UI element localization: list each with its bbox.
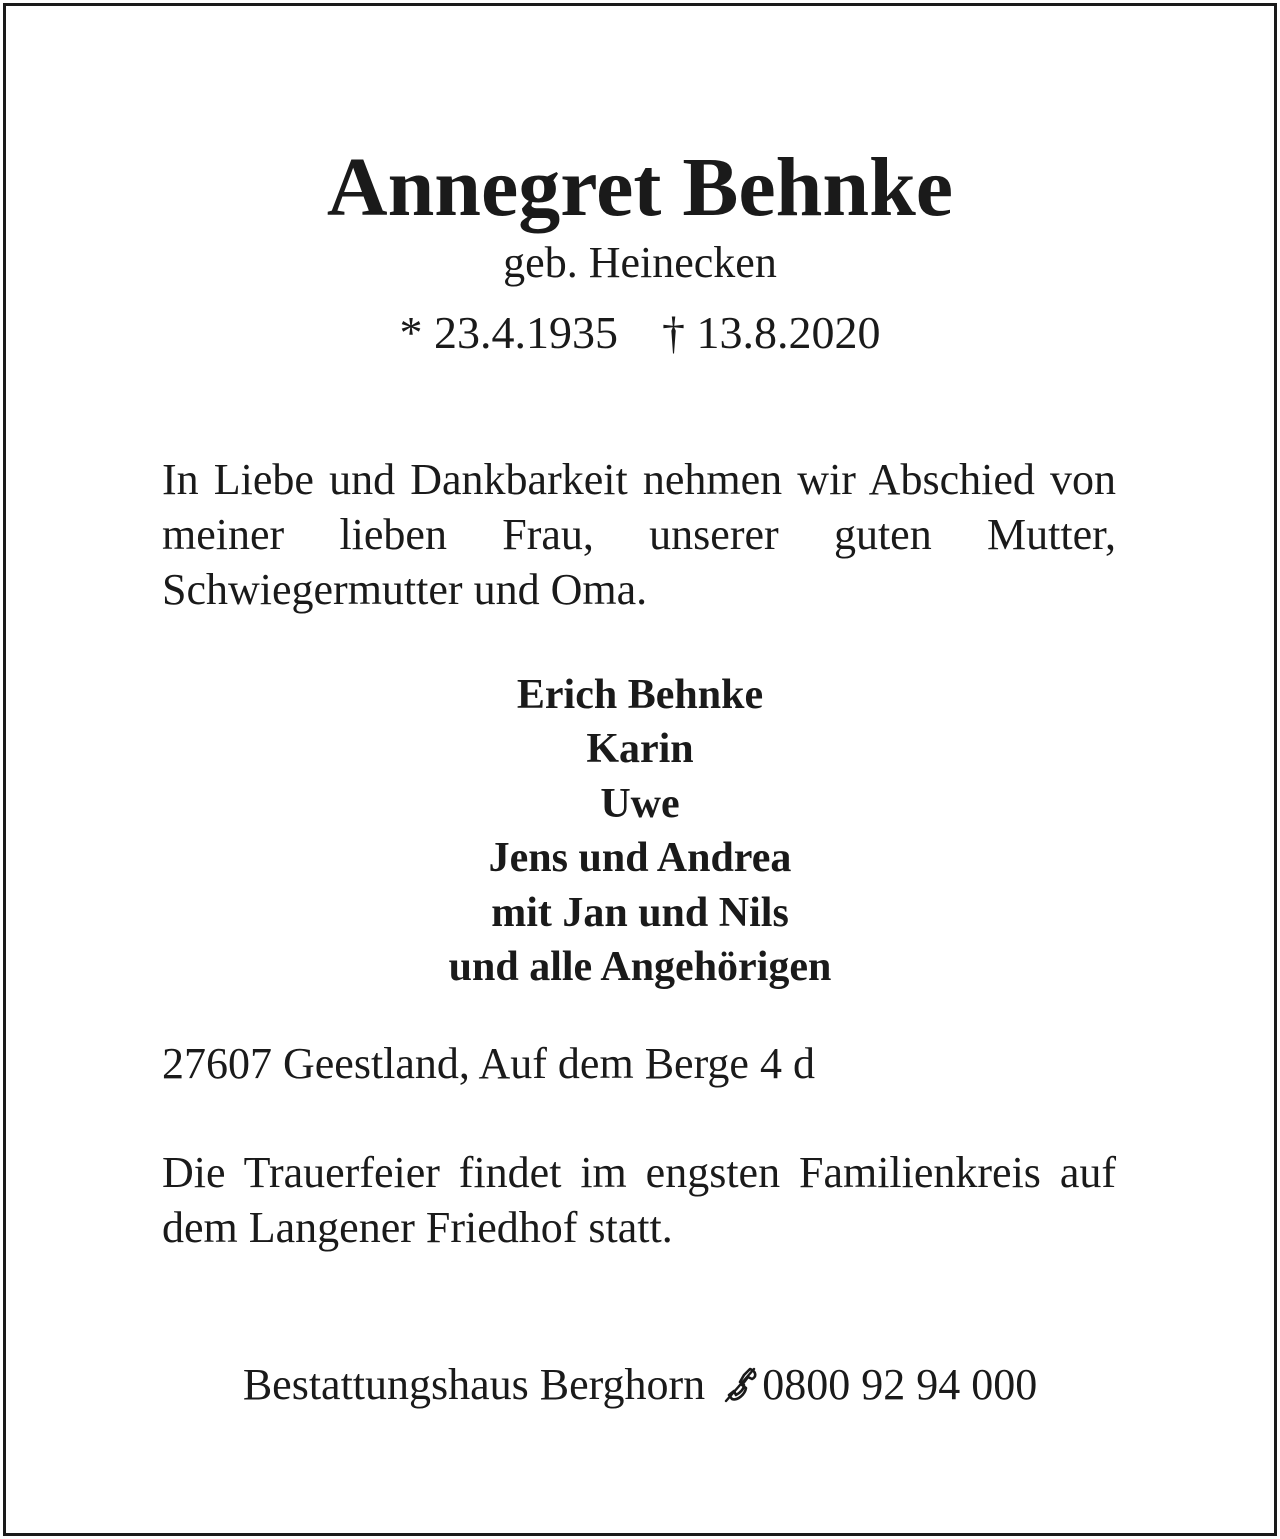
family-line: mit Jan und Nils [491,889,789,936]
family-signatures [0,668,1280,994]
birth-name: geb. Heinecken [503,238,777,287]
farewell-text: In Liebe und Dankbarkeit nehmen wir Abschied von meiner lieben Frau, unserer guten Mutter, Schwiegermutter und Oma. [162,455,1116,614]
deceased-name: Annegret Behnke [326,141,954,234]
death-date: † 13.8.2020 [662,307,881,358]
funeral-info: Die Trauerfeier findet im engsten Familienkreis auf dem Langener Friedhof statt. [162,1148,1116,1252]
family-line: Uwe [600,780,680,827]
family-address: 27607 Geestland, Auf dem Berge 4 d [162,1039,815,1088]
family-line: Jens und Andrea [488,835,792,882]
life-dates [0,304,1280,362]
family-line: Karin [586,726,694,773]
undertaker-line [0,1357,1280,1413]
undertaker-name: Bestattungshaus Berghorn [242,1360,706,1409]
birth-date: * 23.4.1935 [399,307,618,358]
family-line: Erich Behnke [516,672,764,718]
family-line: und alle Angehörigen [448,944,832,991]
undertaker-phone: 0800 92 94 000 [762,1360,1038,1409]
telephone-receiver-icon [720,1365,760,1405]
